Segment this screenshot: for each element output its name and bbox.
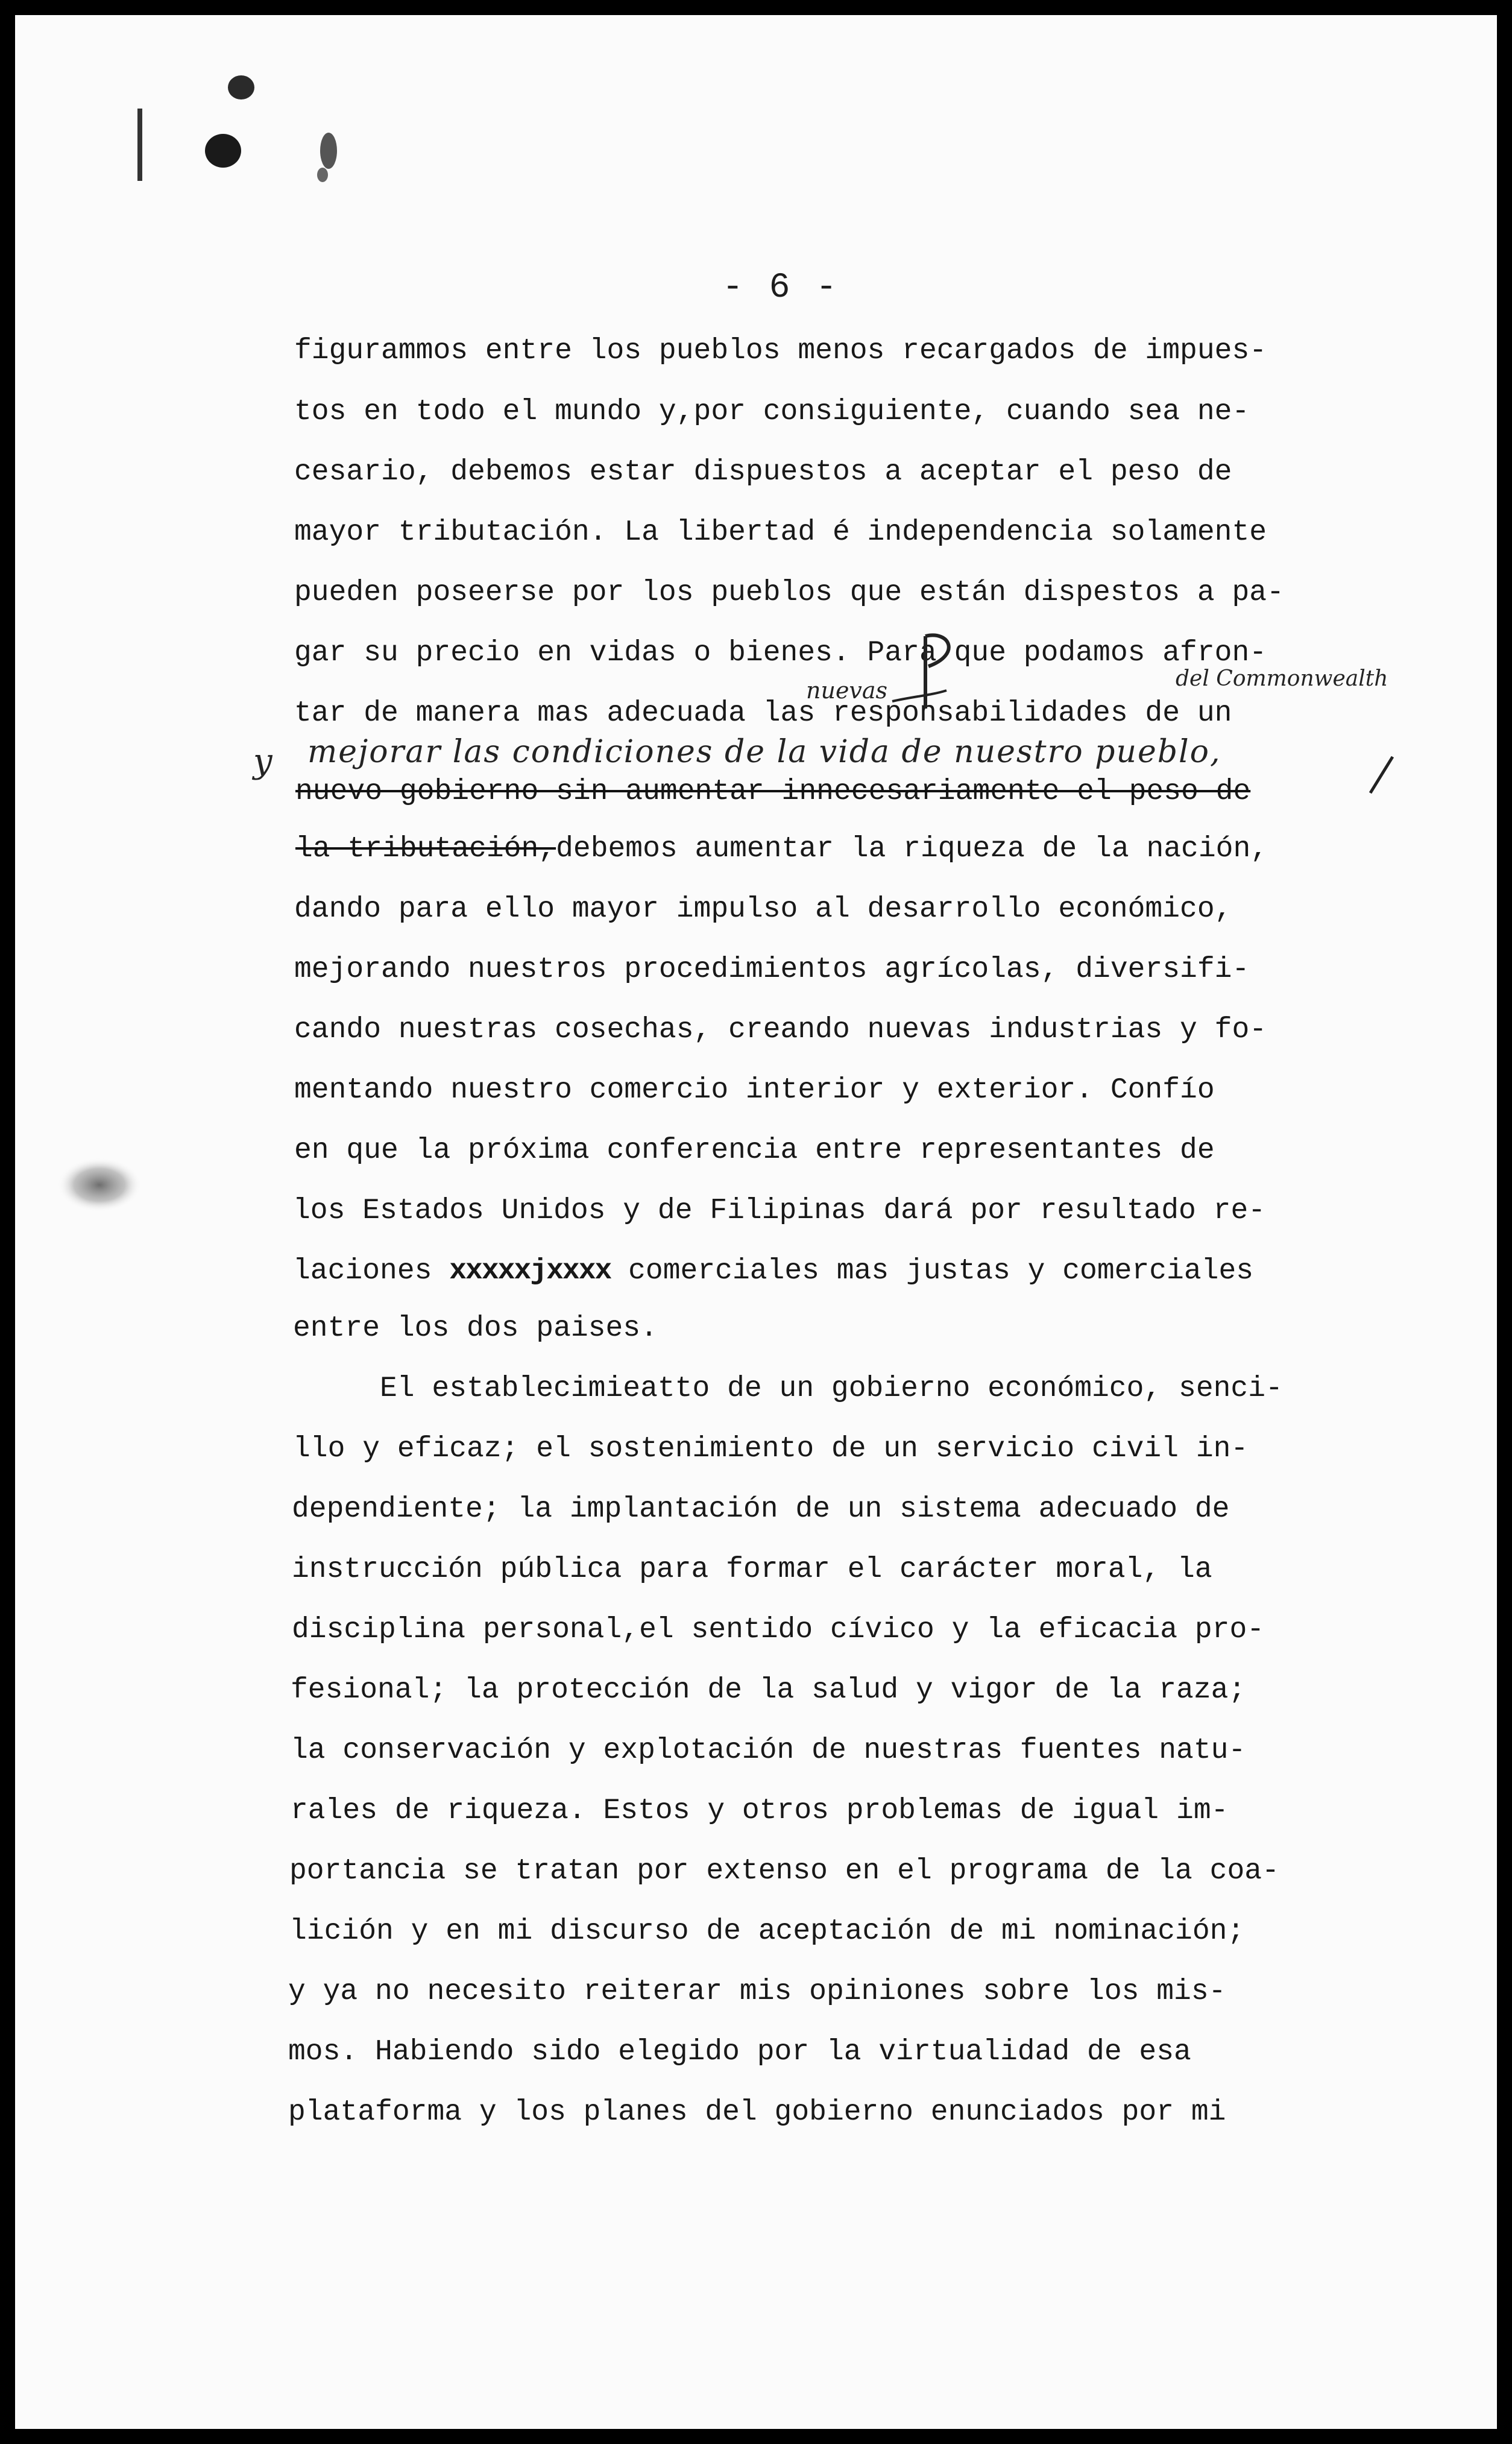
paragraph-start: El establecimieatto de un gobierno económico, senci- [380, 1372, 1283, 1405]
punch-hole-marks [121, 72, 380, 205]
text-line: la conservación y explotación de nuestras fuentes natu- [291, 1734, 1246, 1767]
text-line: mayor tributación. La libertad é independencia solamente [294, 516, 1267, 549]
text-line: disciplina personal,el sentido cívico y la eficacia pro- [292, 1614, 1265, 1646]
text-line: gar su precio en vidas o bienes. Para que podamos afron- [294, 637, 1267, 669]
text-line: en que la próxima conferencia entre representantes de [294, 1134, 1215, 1167]
text-line: portancia se tratan por extenso en el programa de la coa- [289, 1855, 1279, 1887]
text-line: mejorando nuestros procedimientos agrícolas, diversifi- [294, 953, 1250, 986]
struck-line-end: la tributación,debemos aumentar la riqueza de la nación, [295, 833, 1268, 865]
text-line: lición y en mi discurso de aceptación de mi nominación; [289, 1915, 1245, 1948]
text-line: tar de manera mas adecuada las responsabilidades de un [294, 697, 1232, 730]
text-line: entre los dos paises. [293, 1312, 658, 1345]
text-line: cando nuestras cosechas, creando nuevas industrias y fo- [294, 1014, 1267, 1046]
handwritten-insert-y: y [253, 742, 272, 781]
page-number: - 6 - [722, 268, 840, 308]
handwritten-insertion: mejorar las condiciones de la vida de nuestro pueblo, [307, 734, 1221, 770]
handwritten-nuevas: nuevas [806, 677, 888, 704]
text-line: dando para ello mayor impulso al desarrollo económico, [294, 893, 1232, 926]
text-line: tos en todo el mundo y,por consiguiente, cuando sea ne- [294, 396, 1250, 428]
text-line: llo y eficaz; el sostenimiento de un servicio civil in- [293, 1433, 1249, 1465]
slash-mark-icon [1366, 754, 1396, 796]
text-line: dependiente; la implantación de un sistema adecuado de [292, 1493, 1230, 1526]
text-line: figurammos entre los pueblos menos recargados de impues- [294, 335, 1267, 367]
text-line: rales de riqueza. Estos y otros problemas de igual im- [291, 1795, 1229, 1827]
text-line: instrucción pública para formar el carácter moral, la [292, 1553, 1212, 1586]
text-line: cesario, debemos estar dispuestos a aceptar el peso de [294, 456, 1232, 488]
text-line: fesional; la protección de la salud y vigor de la raza; [291, 1674, 1246, 1707]
document-page [15, 15, 1497, 2429]
ink-smudge [51, 1137, 172, 1221]
text-line: plataforma y los planes del gobierno enunciados por mi [288, 2096, 1226, 2129]
text-line: y ya no necesito reiterar mis opiniones sobre los mis- [288, 1975, 1226, 2008]
struck-line: nuevo gobierno sin aumentar innecesariamente el peso de [295, 775, 1251, 808]
text-line: los Estados Unidos y de Filipinas dará por resultado re- [293, 1195, 1266, 1227]
text-line: laciones xxxxxjxxxx comerciales mas justas y comerciales [293, 1255, 1254, 1287]
overtyped-word: xxxxxjxxxx [449, 1255, 611, 1287]
text-line: pueden poseerse por los pueblos que están dispestos a pa- [294, 576, 1284, 609]
handwritten-commonwealth: del Commonwealth [1176, 666, 1388, 691]
text-line: mentando nuestro comercio interior y exterior. Confío [294, 1074, 1215, 1107]
text-line: mos. Habiendo sido elegido por la virtualidad de esa [288, 2036, 1191, 2068]
paragraph-mark-icon [889, 624, 980, 715]
